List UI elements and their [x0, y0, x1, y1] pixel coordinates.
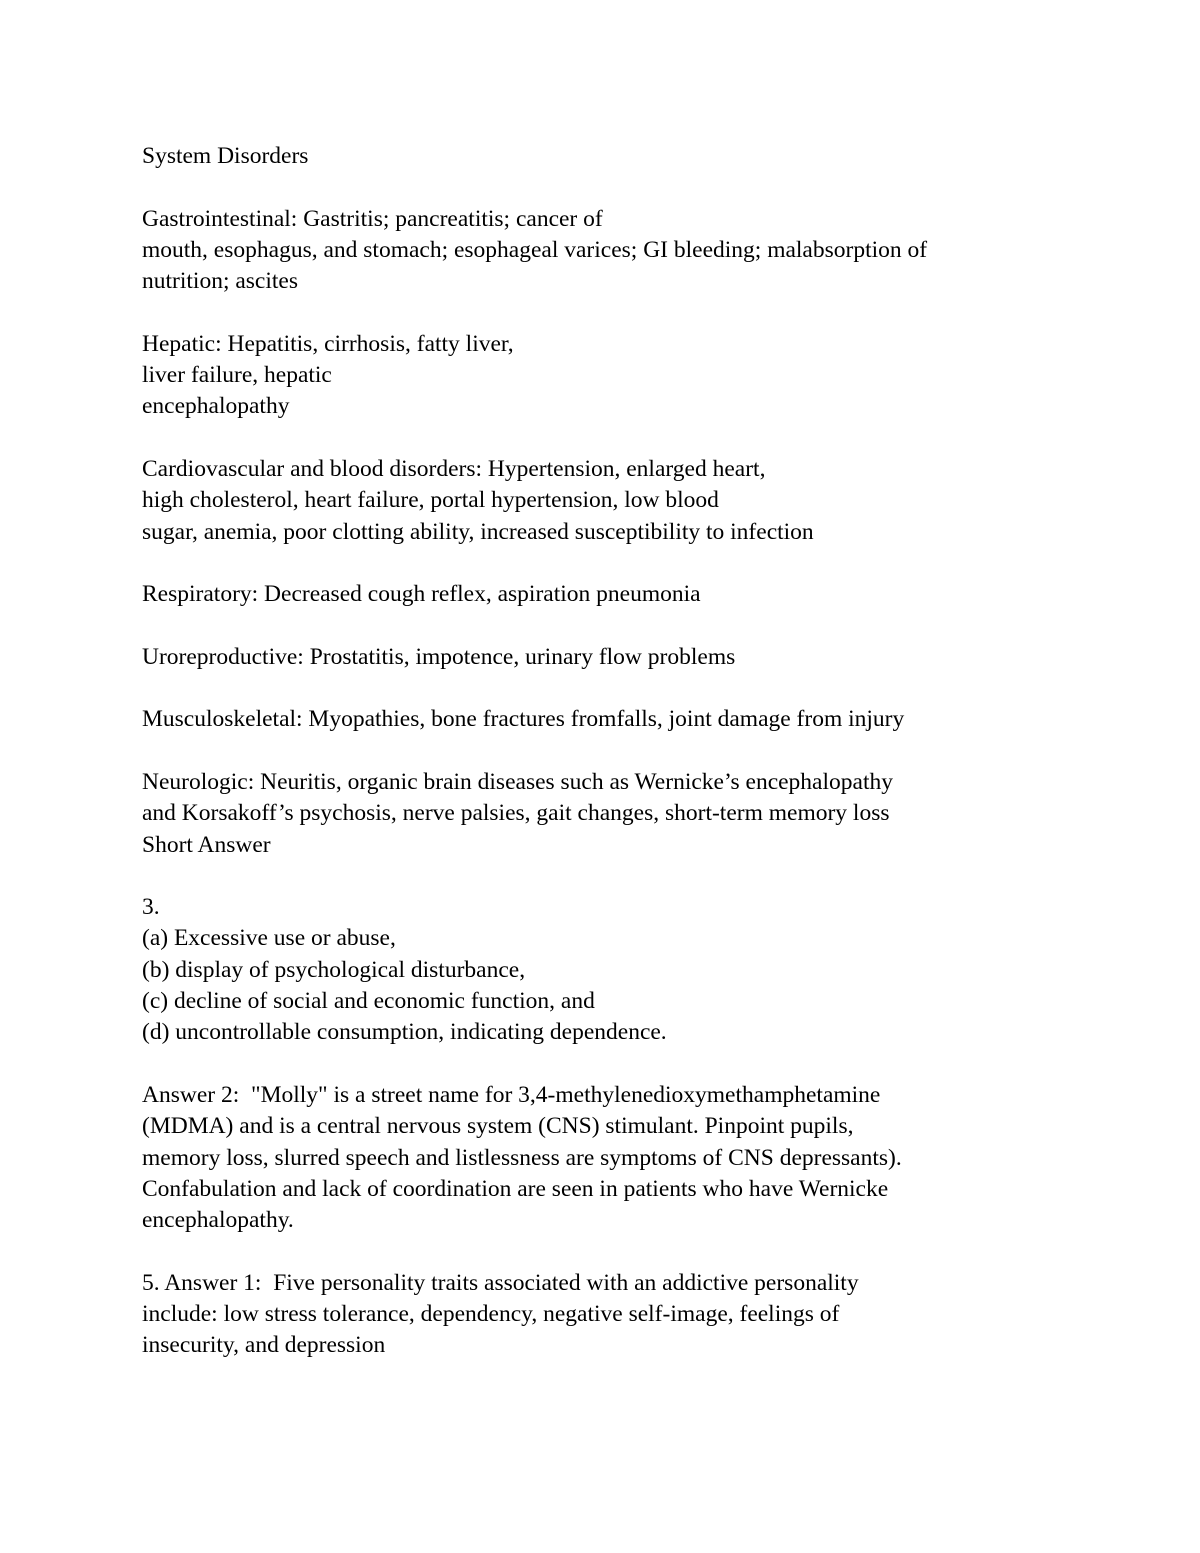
- paragraph-line: high cholesterol, heart failure, portal hypertension, low blood: [142, 487, 719, 514]
- paragraph-line: encephalopathy: [142, 393, 290, 420]
- paragraph-line: sugar, anemia, poor clotting ability, increased susceptibility to infection: [142, 518, 814, 545]
- question-3-paragraph: [142, 892, 1142, 1048]
- list-item: (d) uncontrollable consumption, indicating dependence.: [142, 1019, 667, 1046]
- paragraph-line: Uroreproductive: Prostatitis, impotence, urinary flow problems: [142, 643, 736, 670]
- document-title: System Disorders: [142, 143, 309, 169]
- paragraph-line: Neurologic: Neuritis, organic brain diseases such as Wernicke’s encephalopathy: [142, 768, 893, 795]
- paragraph-line: memory loss, slurred speech and listlessness are symptoms of CNS depressants).: [142, 1144, 902, 1171]
- respiratory-paragraph: [142, 579, 1142, 610]
- spacer: [142, 297, 1142, 328]
- paragraph-line: encephalopathy.: [142, 1207, 294, 1234]
- list-item: (b) display of psychological disturbance,: [142, 956, 526, 983]
- paragraph-line: mouth, esophagus, and stomach; esophageal varices; GI bleeding; malabsorption of: [142, 236, 928, 263]
- spacer: [142, 172, 1142, 203]
- answer-5-paragraph: [142, 1268, 1142, 1362]
- paragraph-line: include: low stress tolerance, dependency, negative self-image, feelings of: [142, 1300, 840, 1327]
- paragraph-line: (MDMA) and is a central nervous system (CNS) stimulant. Pinpoint pupils,: [142, 1113, 854, 1140]
- spacer: [142, 1236, 1142, 1267]
- musculoskeletal-paragraph: [142, 704, 1142, 735]
- paragraph-line: Answer 2: "Molly" is a street name for 3,4-methylenedioxymethamphetamine: [142, 1081, 881, 1108]
- hepatic-paragraph: [142, 329, 1142, 423]
- question-number: 3.: [142, 894, 160, 921]
- paragraph-line: Cardiovascular and blood disorders: Hypertension, enlarged heart,: [142, 455, 766, 482]
- paragraph-line: Hepatic: Hepatitis, cirrhosis, fatty liver,: [142, 330, 514, 357]
- cardiovascular-paragraph: [142, 454, 1142, 548]
- gastrointestinal-paragraph: [142, 204, 1142, 298]
- paragraph-line: liver failure, hepatic: [142, 362, 332, 389]
- list-item: (a) Excessive use or abuse,: [142, 925, 396, 952]
- document-page: [142, 141, 1142, 1362]
- paragraph-line: Gastrointestinal: Gastritis; pancreatitis; cancer of: [142, 205, 603, 232]
- spacer: [142, 736, 1142, 767]
- paragraph-line: Confabulation and lack of coordination are seen in patients who have Wernicke: [142, 1175, 889, 1202]
- paragraph-line: and Korsakoff’s psychosis, nerve palsies, gait changes, short-term memory loss: [142, 800, 890, 827]
- paragraph-line: insecurity, and depression: [142, 1332, 386, 1359]
- answer-2-paragraph: [142, 1080, 1142, 1236]
- spacer: [142, 1049, 1142, 1080]
- paragraph-line: 5. Answer 1: Five personality traits associated with an addictive personality: [142, 1269, 859, 1296]
- section-heading: Short Answer: [142, 831, 271, 858]
- paragraph-line: Respiratory: Decreased cough reflex, aspiration pneumonia: [142, 581, 701, 608]
- paragraph-line: Musculoskeletal: Myopathies, bone fractures fromfalls, joint damage from injury: [142, 706, 905, 733]
- paragraph-line: nutrition; ascites: [142, 268, 298, 295]
- spacer: [142, 673, 1142, 704]
- spacer: [142, 610, 1142, 641]
- spacer: [142, 861, 1142, 892]
- uroreproductive-paragraph: [142, 642, 1142, 673]
- spacer: [142, 548, 1142, 579]
- neurologic-paragraph: [142, 767, 1142, 861]
- list-item: (c) decline of social and economic function, and: [142, 988, 595, 1015]
- spacer: [142, 423, 1142, 454]
